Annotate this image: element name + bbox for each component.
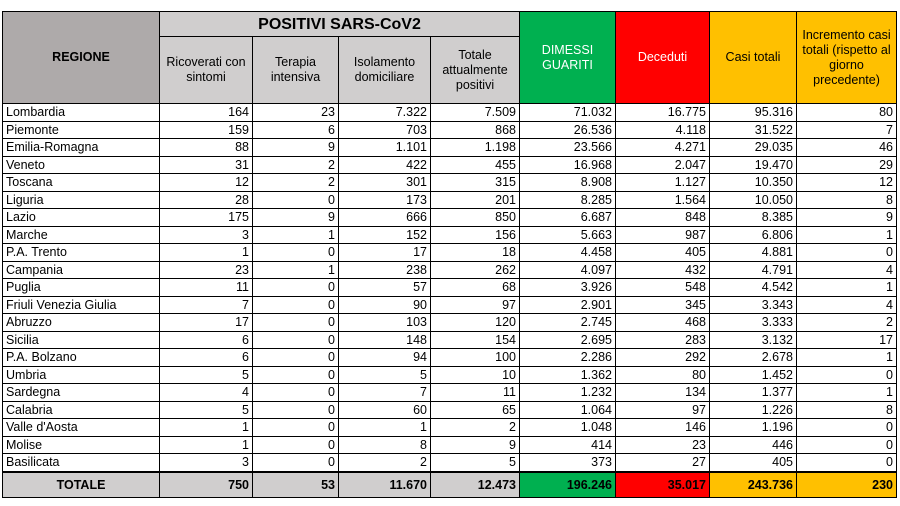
header-dimessi: DIMESSI GUARITI <box>520 12 616 104</box>
cell-terapia: 2 <box>253 174 339 192</box>
cell-totale-positivi: 9 <box>431 436 520 454</box>
cell-casi-totali: 8.385 <box>710 209 797 227</box>
totals-incremento: 230 <box>797 472 897 498</box>
cell-terapia: 1 <box>253 226 339 244</box>
cell-deceduti: 23 <box>616 436 710 454</box>
cell-terapia: 0 <box>253 296 339 314</box>
cell-isolamento: 94 <box>339 349 431 367</box>
cell-isolamento: 103 <box>339 314 431 332</box>
cell-incremento: 1 <box>797 226 897 244</box>
cell-region-name: P.A. Bolzano <box>3 349 160 367</box>
cell-isolamento: 90 <box>339 296 431 314</box>
cell-casi-totali: 446 <box>710 436 797 454</box>
cell-casi-totali: 3.333 <box>710 314 797 332</box>
cell-isolamento: 152 <box>339 226 431 244</box>
table-row <box>3 454 897 472</box>
cell-incremento: 9 <box>797 209 897 227</box>
cell-dimessi: 2.901 <box>520 296 616 314</box>
cell-ricoverati: 4 <box>160 384 253 402</box>
cell-ricoverati: 3 <box>160 454 253 472</box>
table-row <box>3 419 897 437</box>
cell-dimessi: 2.745 <box>520 314 616 332</box>
cell-dimessi: 71.032 <box>520 104 616 122</box>
cell-deceduti: 432 <box>616 261 710 279</box>
cell-ricoverati: 6 <box>160 349 253 367</box>
cell-ricoverati: 7 <box>160 296 253 314</box>
cell-dimessi: 2.286 <box>520 349 616 367</box>
cell-totale-positivi: 7.509 <box>431 104 520 122</box>
cell-isolamento: 60 <box>339 401 431 419</box>
cell-casi-totali: 1.452 <box>710 366 797 384</box>
header-totale-positivi: Totale attualmente positivi <box>431 37 520 104</box>
cell-terapia: 0 <box>253 384 339 402</box>
cell-isolamento: 8 <box>339 436 431 454</box>
cell-deceduti: 97 <box>616 401 710 419</box>
cell-deceduti: 292 <box>616 349 710 367</box>
cell-region-name: Lombardia <box>3 104 160 122</box>
cell-dimessi: 1.232 <box>520 384 616 402</box>
cell-terapia: 9 <box>253 139 339 157</box>
cell-isolamento: 5 <box>339 366 431 384</box>
cell-incremento: 2 <box>797 314 897 332</box>
cell-deceduti: 4.271 <box>616 139 710 157</box>
cell-dimessi: 23.566 <box>520 139 616 157</box>
cell-isolamento: 7 <box>339 384 431 402</box>
totals-terapia: 53 <box>253 472 339 498</box>
cell-terapia: 0 <box>253 244 339 262</box>
cell-isolamento: 57 <box>339 279 431 297</box>
cell-incremento: 4 <box>797 261 897 279</box>
table-row <box>3 384 897 402</box>
cell-region-name: Abruzzo <box>3 314 160 332</box>
cell-region-name: Piemonte <box>3 121 160 139</box>
cell-terapia: 1 <box>253 261 339 279</box>
cell-casi-totali: 95.316 <box>710 104 797 122</box>
cell-region-name: Veneto <box>3 156 160 174</box>
cell-incremento: 0 <box>797 454 897 472</box>
cell-isolamento: 148 <box>339 331 431 349</box>
cell-incremento: 7 <box>797 121 897 139</box>
totals-label: TOTALE <box>3 472 160 498</box>
cell-isolamento: 703 <box>339 121 431 139</box>
cell-region-name: Lazio <box>3 209 160 227</box>
cell-dimessi: 414 <box>520 436 616 454</box>
cell-totale-positivi: 2 <box>431 419 520 437</box>
table-row <box>3 226 897 244</box>
cell-terapia: 0 <box>253 454 339 472</box>
header-positivi-title: POSITIVI SARS-CoV2 <box>160 12 520 37</box>
cell-region-name: Umbria <box>3 366 160 384</box>
cell-ricoverati: 164 <box>160 104 253 122</box>
covid-regional-table <box>2 11 897 498</box>
cell-deceduti: 345 <box>616 296 710 314</box>
table-row <box>3 331 897 349</box>
cell-terapia: 0 <box>253 191 339 209</box>
cell-isolamento: 7.322 <box>339 104 431 122</box>
cell-casi-totali: 10.350 <box>710 174 797 192</box>
cell-ricoverati: 1 <box>160 436 253 454</box>
table-row <box>3 121 897 139</box>
cell-totale-positivi: 1.198 <box>431 139 520 157</box>
cell-deceduti: 987 <box>616 226 710 244</box>
cell-dimessi: 26.536 <box>520 121 616 139</box>
cell-isolamento: 422 <box>339 156 431 174</box>
cell-totale-positivi: 315 <box>431 174 520 192</box>
cell-deceduti: 1.127 <box>616 174 710 192</box>
cell-isolamento: 666 <box>339 209 431 227</box>
cell-terapia: 0 <box>253 349 339 367</box>
cell-terapia: 0 <box>253 401 339 419</box>
table-row <box>3 139 897 157</box>
cell-ricoverati: 23 <box>160 261 253 279</box>
table-row <box>3 314 897 332</box>
cell-casi-totali: 1.196 <box>710 419 797 437</box>
totals-ricoverati: 750 <box>160 472 253 498</box>
cell-ricoverati: 159 <box>160 121 253 139</box>
cell-dimessi: 4.097 <box>520 261 616 279</box>
cell-totale-positivi: 120 <box>431 314 520 332</box>
cell-deceduti: 4.118 <box>616 121 710 139</box>
cell-region-name: Puglia <box>3 279 160 297</box>
cell-incremento: 0 <box>797 244 897 262</box>
cell-casi-totali: 1.377 <box>710 384 797 402</box>
cell-terapia: 0 <box>253 279 339 297</box>
cell-dimessi: 373 <box>520 454 616 472</box>
table-row <box>3 279 897 297</box>
cell-casi-totali: 4.542 <box>710 279 797 297</box>
cell-terapia: 23 <box>253 104 339 122</box>
cell-deceduti: 134 <box>616 384 710 402</box>
cell-region-name: Sardegna <box>3 384 160 402</box>
cell-incremento: 0 <box>797 419 897 437</box>
cell-terapia: 9 <box>253 209 339 227</box>
cell-region-name: Sicilia <box>3 331 160 349</box>
cell-deceduti: 80 <box>616 366 710 384</box>
cell-ricoverati: 3 <box>160 226 253 244</box>
table-row <box>3 401 897 419</box>
cell-dimessi: 1.048 <box>520 419 616 437</box>
cell-totale-positivi: 850 <box>431 209 520 227</box>
header-ricoverati: Ricoverati con sintomi <box>160 37 253 104</box>
cell-deceduti: 27 <box>616 454 710 472</box>
cell-region-name: Campania <box>3 261 160 279</box>
cell-deceduti: 283 <box>616 331 710 349</box>
cell-casi-totali: 1.226 <box>710 401 797 419</box>
cell-deceduti: 16.775 <box>616 104 710 122</box>
cell-terapia: 0 <box>253 436 339 454</box>
cell-isolamento: 1.101 <box>339 139 431 157</box>
table-row <box>3 156 897 174</box>
cell-dimessi: 3.926 <box>520 279 616 297</box>
cell-dimessi: 1.362 <box>520 366 616 384</box>
header-casi-totali: Casi totali <box>710 12 797 104</box>
cell-isolamento: 173 <box>339 191 431 209</box>
cell-incremento: 12 <box>797 174 897 192</box>
table-row <box>3 104 897 122</box>
cell-isolamento: 1 <box>339 419 431 437</box>
table-row <box>3 174 897 192</box>
cell-terapia: 0 <box>253 331 339 349</box>
cell-dimessi: 8.285 <box>520 191 616 209</box>
cell-casi-totali: 4.881 <box>710 244 797 262</box>
table-row <box>3 209 897 227</box>
cell-region-name: Valle d'Aosta <box>3 419 160 437</box>
table-body <box>3 104 897 472</box>
header-region: REGIONE <box>3 12 160 104</box>
totals-casi-totali: 243.736 <box>710 472 797 498</box>
cell-region-name: Liguria <box>3 191 160 209</box>
totals-deceduti: 35.017 <box>616 472 710 498</box>
cell-totale-positivi: 18 <box>431 244 520 262</box>
cell-casi-totali: 405 <box>710 454 797 472</box>
totals-dimessi: 196.246 <box>520 472 616 498</box>
cell-terapia: 0 <box>253 366 339 384</box>
cell-totale-positivi: 455 <box>431 156 520 174</box>
cell-dimessi: 4.458 <box>520 244 616 262</box>
totals-row <box>3 472 897 498</box>
cell-totale-positivi: 68 <box>431 279 520 297</box>
cell-casi-totali: 10.050 <box>710 191 797 209</box>
totals-totale-positivi: 12.473 <box>431 472 520 498</box>
cell-casi-totali: 6.806 <box>710 226 797 244</box>
cell-incremento: 80 <box>797 104 897 122</box>
cell-ricoverati: 88 <box>160 139 253 157</box>
cell-isolamento: 2 <box>339 454 431 472</box>
cell-region-name: Toscana <box>3 174 160 192</box>
cell-region-name: Molise <box>3 436 160 454</box>
cell-region-name: P.A. Trento <box>3 244 160 262</box>
cell-region-name: Calabria <box>3 401 160 419</box>
cell-terapia: 2 <box>253 156 339 174</box>
table-row <box>3 261 897 279</box>
cell-ricoverati: 11 <box>160 279 253 297</box>
totals-isolamento: 11.670 <box>339 472 431 498</box>
cell-dimessi: 2.695 <box>520 331 616 349</box>
table-row <box>3 366 897 384</box>
table-row <box>3 296 897 314</box>
cell-isolamento: 238 <box>339 261 431 279</box>
cell-ricoverati: 12 <box>160 174 253 192</box>
cell-totale-positivi: 65 <box>431 401 520 419</box>
header-isolamento: Isolamento domiciliare <box>339 37 431 104</box>
cell-region-name: Emilia-Romagna <box>3 139 160 157</box>
cell-dimessi: 1.064 <box>520 401 616 419</box>
cell-casi-totali: 2.678 <box>710 349 797 367</box>
table-row <box>3 244 897 262</box>
cell-ricoverati: 31 <box>160 156 253 174</box>
cell-ricoverati: 175 <box>160 209 253 227</box>
cell-totale-positivi: 5 <box>431 454 520 472</box>
cell-ricoverati: 17 <box>160 314 253 332</box>
cell-casi-totali: 29.035 <box>710 139 797 157</box>
cell-dimessi: 5.663 <box>520 226 616 244</box>
cell-totale-positivi: 100 <box>431 349 520 367</box>
cell-casi-totali: 4.791 <box>710 261 797 279</box>
cell-totale-positivi: 201 <box>431 191 520 209</box>
cell-incremento: 0 <box>797 436 897 454</box>
cell-totale-positivi: 11 <box>431 384 520 402</box>
cell-dimessi: 8.908 <box>520 174 616 192</box>
table-row <box>3 349 897 367</box>
cell-ricoverati: 1 <box>160 244 253 262</box>
cell-totale-positivi: 97 <box>431 296 520 314</box>
cell-terapia: 0 <box>253 314 339 332</box>
table-row <box>3 436 897 454</box>
cell-totale-positivi: 156 <box>431 226 520 244</box>
cell-incremento: 8 <box>797 191 897 209</box>
cell-incremento: 4 <box>797 296 897 314</box>
cell-dimessi: 16.968 <box>520 156 616 174</box>
cell-deceduti: 2.047 <box>616 156 710 174</box>
cell-terapia: 6 <box>253 121 339 139</box>
cell-incremento: 1 <box>797 279 897 297</box>
cell-incremento: 1 <box>797 349 897 367</box>
header-incremento: Incremento casi totali (rispetto al giorno precedente) <box>797 12 897 104</box>
cell-deceduti: 848 <box>616 209 710 227</box>
cell-deceduti: 146 <box>616 419 710 437</box>
cell-region-name: Basilicata <box>3 454 160 472</box>
cell-terapia: 0 <box>253 419 339 437</box>
cell-isolamento: 301 <box>339 174 431 192</box>
cell-totale-positivi: 262 <box>431 261 520 279</box>
cell-ricoverati: 5 <box>160 401 253 419</box>
cell-ricoverati: 28 <box>160 191 253 209</box>
cell-ricoverati: 6 <box>160 331 253 349</box>
header-terapia: Terapia intensiva <box>253 37 339 104</box>
cell-totale-positivi: 154 <box>431 331 520 349</box>
cell-incremento: 46 <box>797 139 897 157</box>
table-row <box>3 191 897 209</box>
cell-deceduti: 405 <box>616 244 710 262</box>
cell-casi-totali: 3.132 <box>710 331 797 349</box>
cell-incremento: 1 <box>797 384 897 402</box>
cell-casi-totali: 3.343 <box>710 296 797 314</box>
cell-incremento: 0 <box>797 366 897 384</box>
cell-incremento: 8 <box>797 401 897 419</box>
cell-incremento: 29 <box>797 156 897 174</box>
cell-deceduti: 468 <box>616 314 710 332</box>
cell-deceduti: 548 <box>616 279 710 297</box>
cell-totale-positivi: 868 <box>431 121 520 139</box>
cell-casi-totali: 19.470 <box>710 156 797 174</box>
cell-casi-totali: 31.522 <box>710 121 797 139</box>
cell-incremento: 17 <box>797 331 897 349</box>
cell-dimessi: 6.687 <box>520 209 616 227</box>
cell-region-name: Marche <box>3 226 160 244</box>
cell-ricoverati: 1 <box>160 419 253 437</box>
cell-deceduti: 1.564 <box>616 191 710 209</box>
cell-totale-positivi: 10 <box>431 366 520 384</box>
cell-ricoverati: 5 <box>160 366 253 384</box>
header-deceduti: Deceduti <box>616 12 710 104</box>
cell-isolamento: 17 <box>339 244 431 262</box>
cell-region-name: Friuli Venezia Giulia <box>3 296 160 314</box>
